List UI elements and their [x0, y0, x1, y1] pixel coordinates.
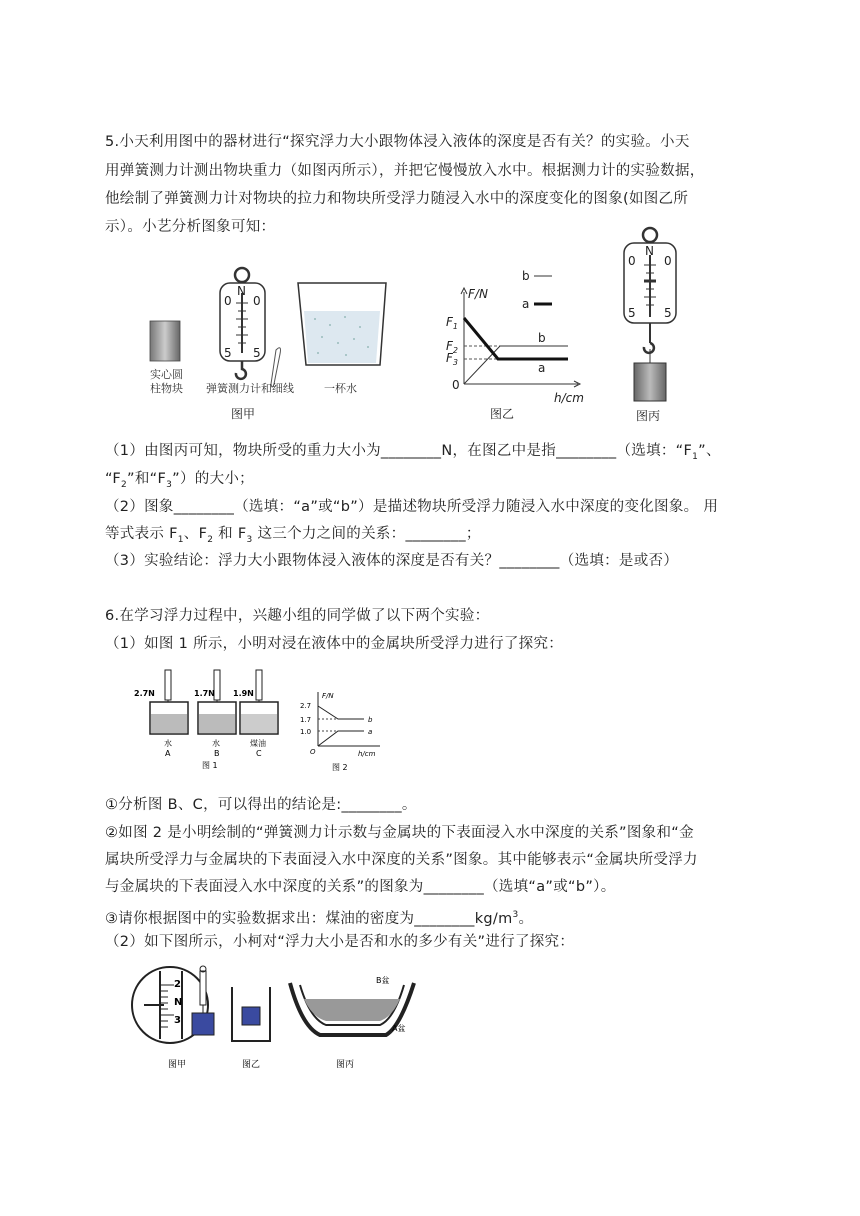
bing-five-right: 5 [664, 306, 672, 320]
caption-fig1: 图 1 [202, 761, 218, 770]
fig2-line-a [318, 731, 364, 746]
jia-five-right: 5 [253, 346, 261, 360]
line-a-label: a [538, 361, 546, 375]
bottom-yi [232, 987, 270, 1041]
cylinder-label-2: 柱物块 [150, 382, 183, 395]
caption-bottom-yi: 图乙 [242, 1060, 261, 1070]
bing-five-left: 5 [628, 306, 636, 320]
q6-part1: （1）如图 1 所示，小明对浸在液体中的金属块所受浮力进行了探究： [105, 636, 564, 652]
fig2-tick-17: 1.7 [300, 716, 312, 724]
bing-n-label: N [645, 244, 654, 258]
q5-sub3: （3）实验结论：浮力大小跟物体浸入液体的深度是否有关？________（选填：是或否） [105, 553, 679, 569]
fig2-line-b [318, 706, 364, 719]
b-basin-label: B盆 [376, 976, 390, 985]
q5-line-4: 示）。小艺分析图象可知： [105, 219, 276, 235]
letter-b: B [214, 749, 220, 758]
caption-yi: 图乙 [490, 407, 515, 421]
origin-label: 0 [452, 378, 460, 392]
bing-zero-right: 0 [664, 254, 672, 268]
q6-c1: ①分析图 B、C，可以得出的结论是:________。 [105, 797, 417, 813]
solid-cylinder [150, 321, 180, 361]
fig2-origin: O [310, 748, 316, 756]
q6-title: 6.在学习浮力过程中，兴趣小组的同学做了以下两个实验： [105, 608, 490, 624]
fig2-x-label: h/cm [358, 750, 376, 758]
q5-sub1-line1: （1）由图丙可知，物块所受的重力大小为________N，在图乙中是指________（选填：“$F_1$”、 [105, 443, 721, 462]
fig2-tick-10: 1.0 [300, 728, 312, 736]
x-axis-label: h/cm [554, 391, 584, 405]
line-b-label: b [538, 331, 546, 345]
figure-1 [132, 668, 292, 778]
caption-bottom-jia: 图甲 [168, 1060, 187, 1070]
line-b [464, 346, 568, 384]
jia-n-label: N [237, 284, 246, 298]
caption-jia: 图甲 [231, 407, 256, 421]
a-basin-label: A盆 [392, 1024, 406, 1033]
q5-line-1: 5.小天利用图中的器材进行“探究浮力大小跟物体浸入液体的深度是否有关？的实验。小天 [105, 134, 690, 150]
reading-b: 1.7N [194, 689, 215, 698]
jia-zero-right: 0 [253, 294, 261, 308]
fig2-a-label: a [368, 728, 373, 736]
line-a [464, 318, 568, 359]
fig2-tick-27: 2.7 [300, 702, 312, 710]
caption-fig2: 图 2 [332, 763, 348, 772]
q6-part2: （2）如下图所示，小柯对“浮力大小是否和水的多少有关”进行了探究： [105, 934, 575, 950]
beaker-label: 一杯水 [324, 382, 357, 395]
figure-jia [140, 255, 400, 425]
q6-c2-line2: 属块所受浮力与金属块的下表面浸入水中深度的关系”图象。其中能够表示“金属块所受浮力 [105, 852, 698, 868]
bottom-jia [132, 966, 214, 1043]
beaker-a [150, 670, 188, 734]
fig2-b-label: b [368, 716, 373, 724]
q5-sub1-line2: “$F_2$”和“$F_3$”）的大小； [105, 471, 254, 490]
jia-five-left: 5 [224, 346, 232, 360]
letter-a: A [165, 749, 171, 758]
beaker-b [198, 670, 236, 734]
q6-c2-line3: 与金属块的下表面浸入水中深度的关系”的图象为________（选填“a”或“b”）。 [105, 879, 616, 895]
f2-label: $F_2$ [446, 339, 458, 355]
legend-a-label: a [522, 297, 530, 311]
beaker [298, 283, 386, 365]
y-axis-label: F/N [468, 287, 488, 301]
figure-yi [438, 262, 588, 422]
figure-bing [612, 225, 692, 425]
q5-sub2-line2: 等式表示 $F_1$、$F_2$ 和 $F_3$ 这三个力之间的关系：________； [105, 526, 481, 545]
q6-c3: ③请你根据图中的实验数据求出：煤油的密度为$\_\_\_\_\_\_\_\_kg/m^3$。 [105, 910, 534, 927]
figure-bottom [130, 965, 420, 1075]
reading-a: 2.7N [134, 689, 155, 698]
legend-b-label: b [522, 269, 530, 283]
q5-line-2: 用弹簧测力计测出物块重力（如图丙所示），并把它慢慢放入水中。根据测力计的实验数据， [105, 163, 705, 179]
fig2-y-label: F/N [322, 692, 334, 700]
cylinder-label-1: 实心圆 [150, 368, 183, 381]
q6-c2-line1: ②如图 2 是小明绘制的“弹簧测力计示数与金属块的下表面浸入水中深度的关系”图象和“金 [105, 825, 694, 841]
q5-sub2-line1: （2）图象________（选填：“a”或“b”）是描述物块所受浮力随浸入水中深度的变化图象。 用 [105, 499, 719, 515]
scale-num-2: 2 [174, 979, 181, 990]
liquid-a: 水 [164, 739, 172, 748]
reading-c: 1.9N [233, 689, 254, 698]
letter-c: C [256, 749, 262, 758]
f3-label: $F_3$ [446, 351, 458, 367]
bing-zero-left: 0 [628, 254, 636, 268]
scale-num-3: 3 [174, 1015, 181, 1026]
figure-2 [298, 686, 388, 776]
f1-label: $F_1$ [446, 315, 458, 331]
caption-bing: 图丙 [636, 409, 661, 423]
scale-label: 弹簧测力计和细线 [206, 382, 294, 395]
caption-bottom-bing: 图丙 [336, 1060, 355, 1070]
q5-line-3: 他绘制了弹簧测力计对物块的拉力和物块所受浮力随浸入水中的深度变化的图象(如图乙所 [105, 191, 689, 207]
liquid-b: 水 [212, 739, 220, 748]
beaker-c [240, 670, 278, 734]
scale-num-n: N [174, 997, 183, 1008]
jia-zero-left: 0 [224, 294, 232, 308]
liquid-c: 煤油 [250, 739, 266, 748]
